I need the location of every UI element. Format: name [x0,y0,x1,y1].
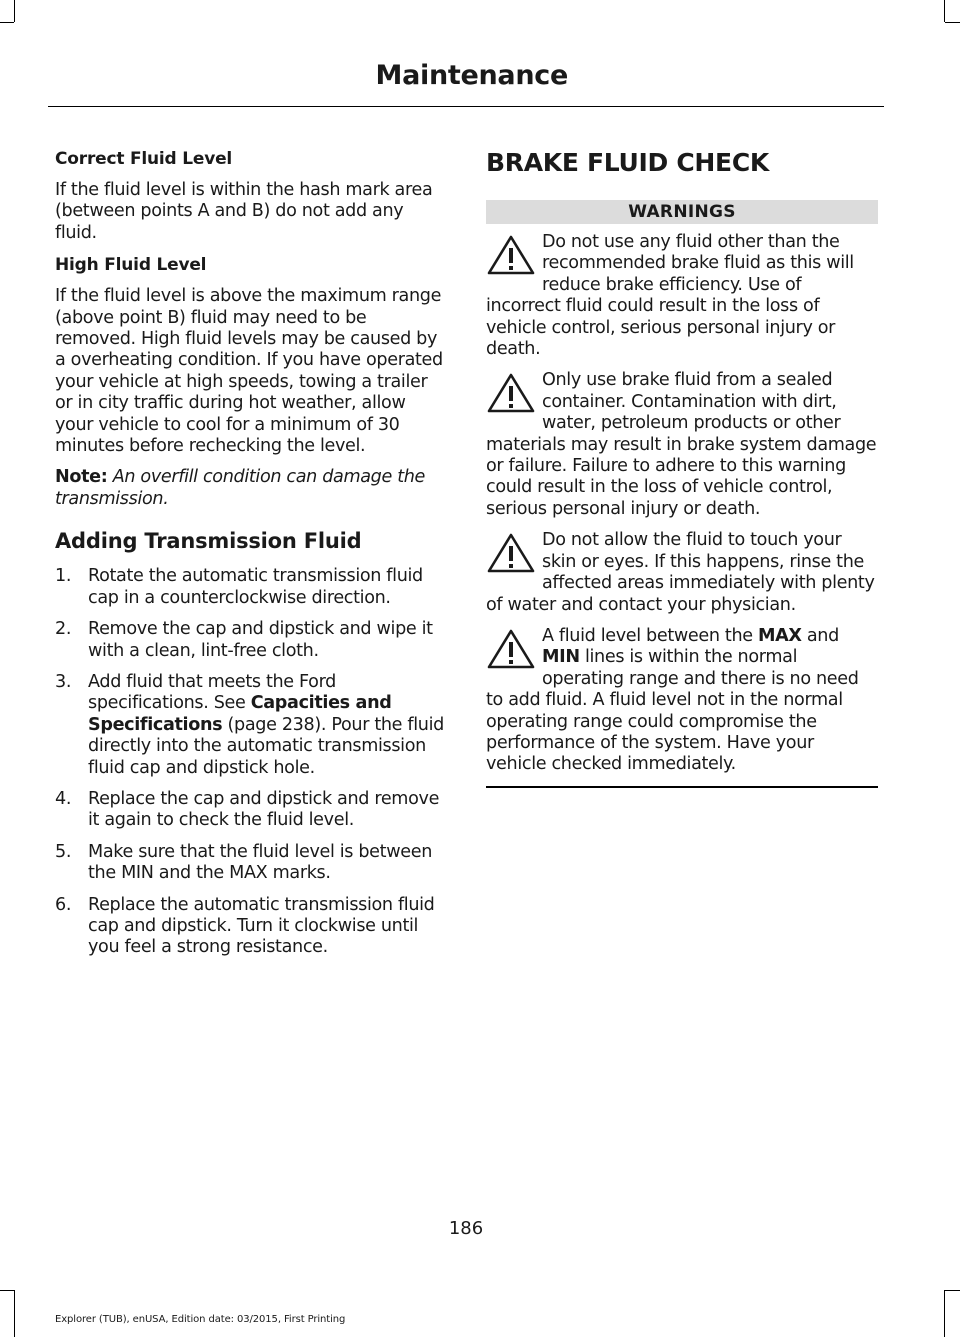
header-divider [48,106,884,107]
warning-triangle-icon [486,628,536,670]
crop-mark [0,1290,14,1291]
step-number: 4. [55,788,72,809]
warning-block [486,530,878,616]
correct-fluid-heading: Correct Fluid Level [55,149,233,169]
crop-mark [945,1290,960,1291]
step-text: Remove the cap and dipstick and wipe it with a clean, lint-free cloth. [88,619,433,661]
warning-text: Only use brake fluid from a sealed container. Contamination with dirt, water, petroleum products or other materials may result in brake system damage or failure. Failure to adhere to this warning could result in the loss of vehicle control, serious personal injury or death. [486,370,877,519]
step-text: (page 238). Pour the fluid directly into the automatic transmission fluid cap and dipstick hole. [88,714,444,778]
crop-mark [14,0,15,22]
warning-text: lines is within the normal operating range and there is no need to add fluid. A fluid level not in the normal operating range could compromise the performance of the system. Have your vehicle checked immediately. [486,647,859,775]
list-item [55,672,447,779]
right-column [486,148,878,788]
warning-text: Do not allow the fluid to touch your skin or eyes. If this happens, rinse the affected areas immediately with plenty of water and contact your physician. [486,530,875,615]
crop-mark [0,22,14,23]
min-label: MIN [542,647,580,668]
warning-block [486,370,878,520]
warning-text: Do not use any fluid other than the recommended brake fluid as this will reduce brake efficiency. Use of incorrect fluid could result in the loss of vehicle control, serious personal injury or death. [486,232,854,360]
capacities-link[interactable]: Capacities and Specifications [88,693,392,735]
note-label: Note: [55,467,108,488]
left-column [55,148,447,969]
step-number: 1. [55,566,72,587]
step-text: Replace the automatic transmission fluid cap and dipstick. Turn it clockwise until you feel a strong resistance. [88,894,435,958]
step-text: Add fluid that meets the Ford specifications. See [88,671,336,714]
warning-triangle-icon [486,372,536,414]
step-number: 6. [55,894,72,915]
warnings-end-divider [486,786,878,788]
warning-block [486,626,878,776]
high-fluid-text: If the fluid level is above the maximum range (above point B) fluid may need to be removed. High fluid levels may be caused by a overheating condition. If you have operated your vehicle at high speeds, towing a trailer or in city traffic during hot weather, allow your vehicle to cool for a minimum of 30 minutes before rechecking the level. [55,286,443,457]
note-text: An overfill condition can damage the transmission. [55,467,426,509]
page-number: 186 [448,1218,484,1239]
warning-block [486,232,878,360]
warning-triangle-icon [486,234,536,276]
edition-footer: Explorer (TUB), enUSA, Edition date: 03/2015, First Printing [55,1314,346,1325]
crop-mark [14,1290,15,1337]
crop-mark [944,1290,945,1337]
warning-text: and [801,625,839,646]
list-item [55,566,447,609]
step-number: 3. [55,671,72,692]
step-text: Replace the cap and dipstick and remove it again to check the fluid level. [88,788,440,831]
crop-mark [944,0,945,22]
step-text: Make sure that the fluid level is between the MIN and the MAX marks. [88,841,432,884]
step-text: Rotate the automatic transmission fluid cap in a counterclockwise direction. [88,566,423,608]
warning-text: A fluid level between the [542,625,758,646]
note [55,467,447,510]
crop-mark [945,22,960,23]
steps-list [55,566,447,959]
warning-triangle-icon [486,532,536,574]
list-item [55,895,447,959]
step-number: 5. [55,841,72,862]
step-number: 2. [55,619,72,640]
list-item [55,842,447,885]
adding-fluid-heading: Adding Transmission Fluid [55,529,362,554]
high-fluid-heading: High Fluid Level [55,255,207,276]
max-label: MAX [757,625,802,646]
list-item [55,619,447,662]
list-item [55,789,447,832]
correct-fluid-text: If the fluid level is within the hash mark area (between points A and B) do not add any fluid. [55,180,433,243]
brake-fluid-heading: BRAKE FLUID CHECK [486,148,769,177]
page-title: Maintenance [375,60,568,91]
warnings-header: WARNINGS [486,200,878,224]
